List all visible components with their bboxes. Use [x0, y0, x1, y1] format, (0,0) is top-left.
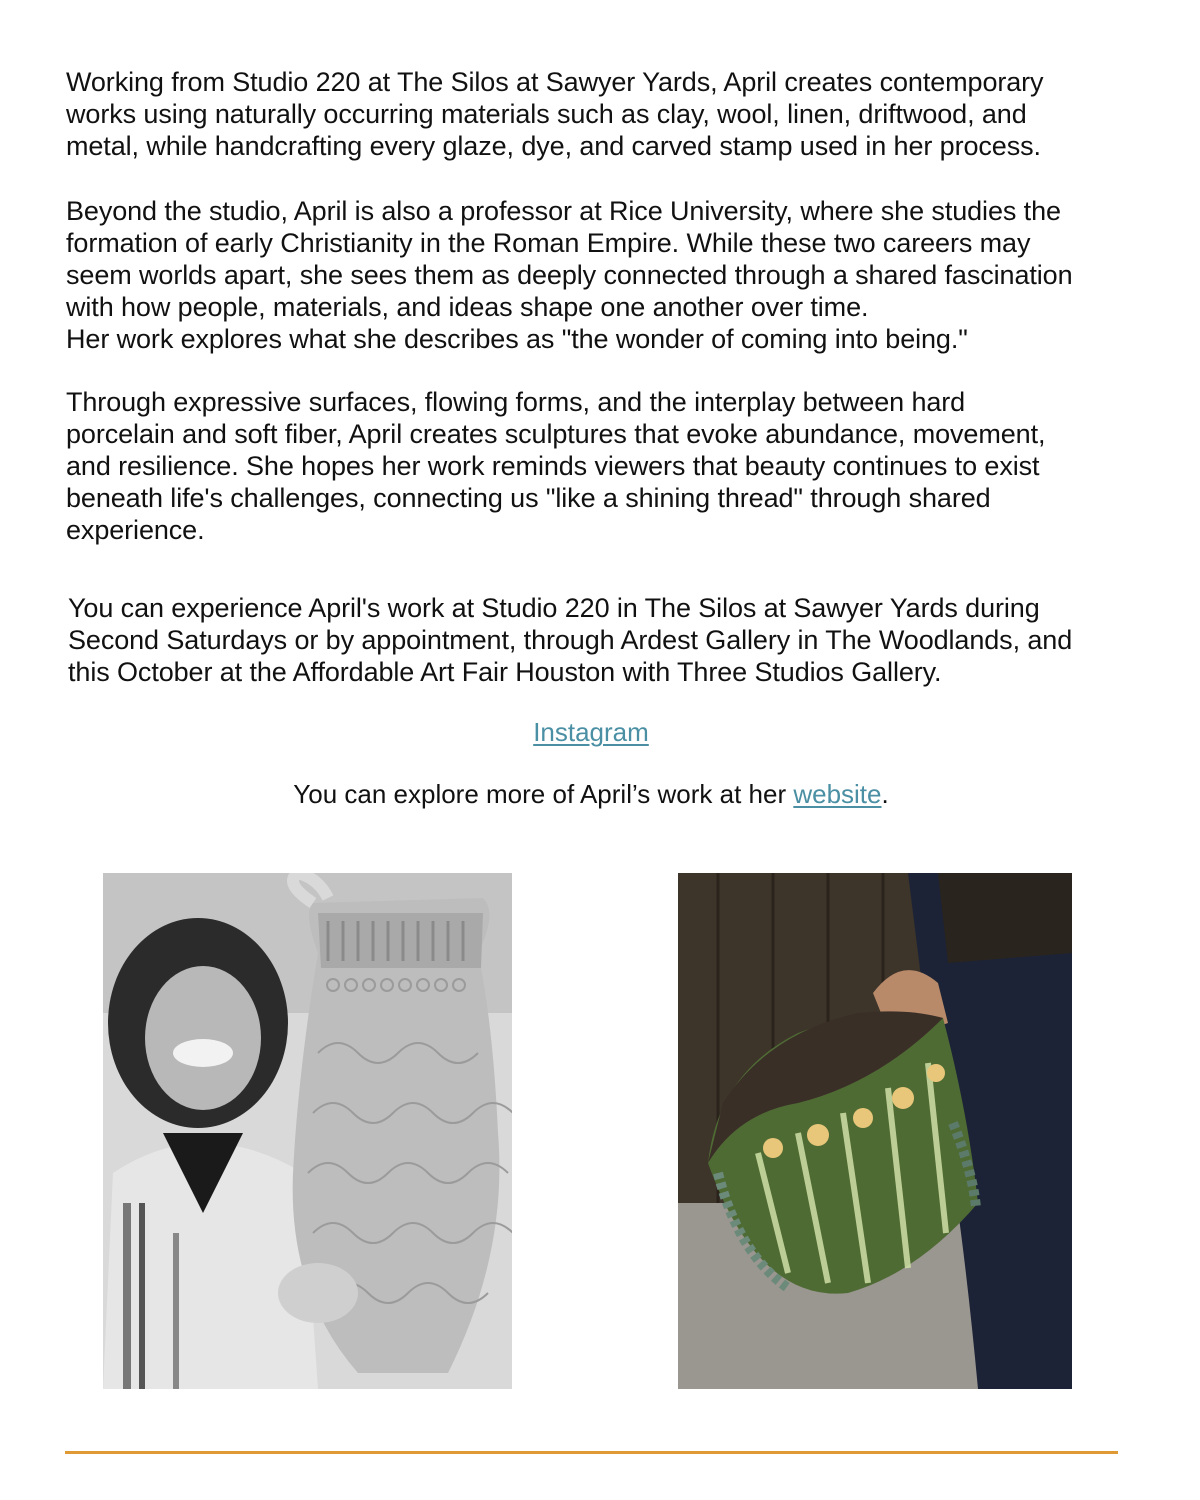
text-line: Working from Studio 220 at The Silos at Sawyer Yards, April creates contemporary	[66, 67, 1044, 97]
website-link[interactable]: website	[793, 779, 882, 809]
text-line: with how people, materials, and ideas shape one another over time.	[66, 292, 869, 322]
text-line: metal, while handcrafting every glaze, dye, and carved stamp used in her process.	[66, 131, 1041, 161]
text-line: Second Saturdays or by appointment, through Ardest Gallery in The Woodlands, and	[68, 625, 1073, 655]
artist-photo-illustration	[103, 873, 512, 1389]
text-line: Her work explores what she describes as "the wonder of coming into being."	[66, 324, 968, 354]
text-line: this October at the Affordable Art Fair Houston with Three Studios Gallery.	[68, 657, 942, 687]
artist-photo	[103, 873, 512, 1389]
text-line: You can experience April's work at Studio 220 in The Silos at Sawyer Yards during	[68, 593, 1040, 623]
text-line: Through expressive surfaces, flowing forms, and the interplay between hard	[66, 387, 966, 417]
paragraph-studio	[66, 66, 1146, 162]
text-line: seem worlds apart, she sees them as deeply connected through a shared fascination	[66, 260, 1073, 290]
paragraph-professor	[66, 195, 1156, 355]
text-line: Beyond the studio, April is also a professor at Rice University, where she studies the	[66, 196, 1061, 226]
text-line: beneath life's challenges, connecting us "like a shining thread" through shared	[66, 483, 991, 513]
text-line: experience.	[66, 515, 205, 545]
vessel-photo	[678, 873, 1072, 1389]
paragraph-sculptures	[66, 386, 1136, 546]
paragraph-visit	[68, 592, 1138, 688]
instagram-row	[0, 716, 1182, 748]
instagram-link[interactable]: Instagram	[533, 717, 649, 747]
text-line: and resilience. She hopes her work reminds viewers that beauty continues to exist	[66, 451, 1040, 481]
explore-website-text	[0, 778, 1182, 810]
text-line: works using naturally occurring materials such as clay, wool, linen, driftwood, and	[66, 99, 1027, 129]
vessel-photo-illustration	[678, 873, 1072, 1389]
section-divider	[65, 1451, 1118, 1454]
text-line: porcelain and soft fiber, April creates sculptures that evoke abundance, movement,	[66, 419, 1046, 449]
explore-prefix: You can explore more of April’s work at her	[293, 779, 794, 809]
explore-suffix: .	[881, 779, 889, 809]
text-line: formation of early Christianity in the Roman Empire. While these two careers may	[66, 228, 1031, 258]
